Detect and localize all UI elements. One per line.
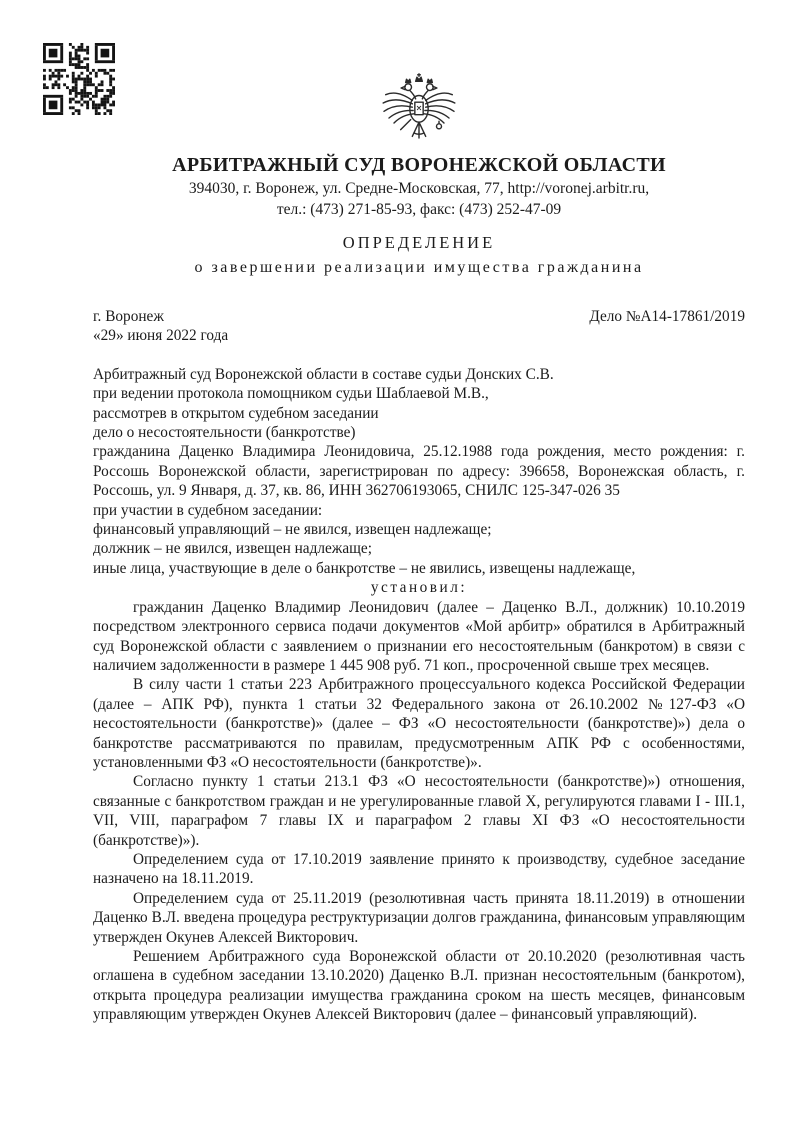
qr-code — [43, 43, 115, 115]
body-paragraph: Определением суда от 17.10.2019 заявление принято к производству, судебное заседание назначено на 18.11.2019. — [93, 850, 745, 888]
preamble — [93, 365, 745, 578]
document-title: ОПРЕДЕЛЕНИЕ — [342, 233, 496, 252]
document-subtitle: о завершении реализации имущества гражданина — [194, 259, 644, 276]
case-date: «29» июня 2022 года — [93, 327, 229, 345]
case-number: Дело №А14-17861/2019 — [589, 308, 745, 325]
preamble-line: при ведении протокола помощником судьи Шаблаевой М.В., — [93, 385, 489, 403]
qr-code-icon — [43, 43, 115, 115]
preamble-line: при участии в судебном заседании: — [93, 501, 323, 519]
body-paragraph: Решением Арбитражного суда Воронежской области от 20.10.2020 (резолютивная часть оглашена в судебном заседании 13.10.2020) Даценко В.Л. признан несостоятельным (банкротом), открыта процедура реализации имущества гражданина сроком на шесть месяцев, финансовым управляющим утвержден Окунев Алексей Викторович (далее – финансовый управляющий). — [93, 948, 745, 1024]
case-info-row — [93, 307, 745, 326]
court-address-line2: тел.: (473) 271-85-93, факс: (473) 252-47-09 — [276, 201, 562, 218]
court-address-line1: 394030, г. Воронеж, ул. Средне-Московская, 77, http://voronej.arbitr.ru, — [188, 180, 650, 197]
preamble-line: Арбитражный суд Воронежской области в составе судьи Донских С.В. — [93, 365, 554, 383]
preamble-line-debtor-details: гражданина Даценко Владимира Леонидовича, 25.12.1988 года рождения, место рождения: г. Россошь Воронежской области, зарегистрирован по адресу: 396658, Воронежская область, г. Россошь, ул. 9 Января, д. 37, кв. 86, ИНН 362706193065, СНИЛС 125-347-026 35 — [93, 443, 745, 500]
body-paragraph: В силу части 1 статьи 223 Арбитражного процессуального кодекса Российской Федерации (далее – АПК РФ), пункта 1 статьи 32 Федерального закона от 26.10.2002 №127-ФЗ «О несостоятельности (банкротстве)» (далее – ФЗ «О несостоятельности (банкротстве)») дела о банкротстве рассматриваются по правилам, предусмотренным АПК РФ с особенностями, установленными ФЗ «О несостоятельности (банкротстве)». — [93, 676, 745, 771]
russian-coat-of-arms-icon — [368, 73, 470, 153]
body-paragraph: Согласно пункту 1 статьи 213.1 ФЗ «О несостоятельности (банкротстве)») отношения, связанные с банкротством граждан и не урегулированные главой X, регулируются главами I - III.1, VII, VIII, параграфом 7 главы IX и параграфом 2 главы XI ФЗ «О несостоятельности (банкротстве)»). — [93, 773, 745, 849]
body-paragraph: Определением суда от 25.11.2019 (резолютивная часть принята 18.11.2019) в отношении Даценко В.Л. введена процедура реструктуризации долгов гражданина, финансовым управляющим утвержден Окунев Алексей Викторович. — [93, 889, 745, 946]
preamble-line: должник – не явился, извещен надлежаще; — [93, 540, 372, 558]
body-paragraph: гражданин Даценко Владимир Леонидович (далее – Даценко В.Л., должник) 10.10.2019 посредством электронного сервиса подачи документов «Мой арбитр» обратился в Арбитражный суд Воронежской области с заявлением о признании его несостоятельным (банкротом) в связи с наличием задолженности в размере 1 445 908 руб. 71 коп., просроченной свыше трех месяцев. — [93, 598, 745, 674]
preamble-line: иные лица, участвующие в деле о банкротстве – не явились, извещены надлежаще, — [93, 559, 636, 577]
resolution-heading: установил: — [370, 579, 468, 597]
preamble-line: рассмотрев в открытом судебном заседании — [93, 404, 379, 422]
preamble-line: дело о несостоятельности (банкротстве) — [93, 424, 356, 442]
document-body — [93, 598, 745, 1025]
court-name: АРБИТРАЖНЫЙ СУД ВОРОНЕЖСКОЙ ОБЛАСТИ — [172, 154, 666, 176]
preamble-line: финансовый управляющий – не явился, извещен надлежаще; — [93, 521, 492, 539]
document-content — [0, 73, 800, 1025]
case-city: г. Воронеж — [93, 308, 164, 325]
